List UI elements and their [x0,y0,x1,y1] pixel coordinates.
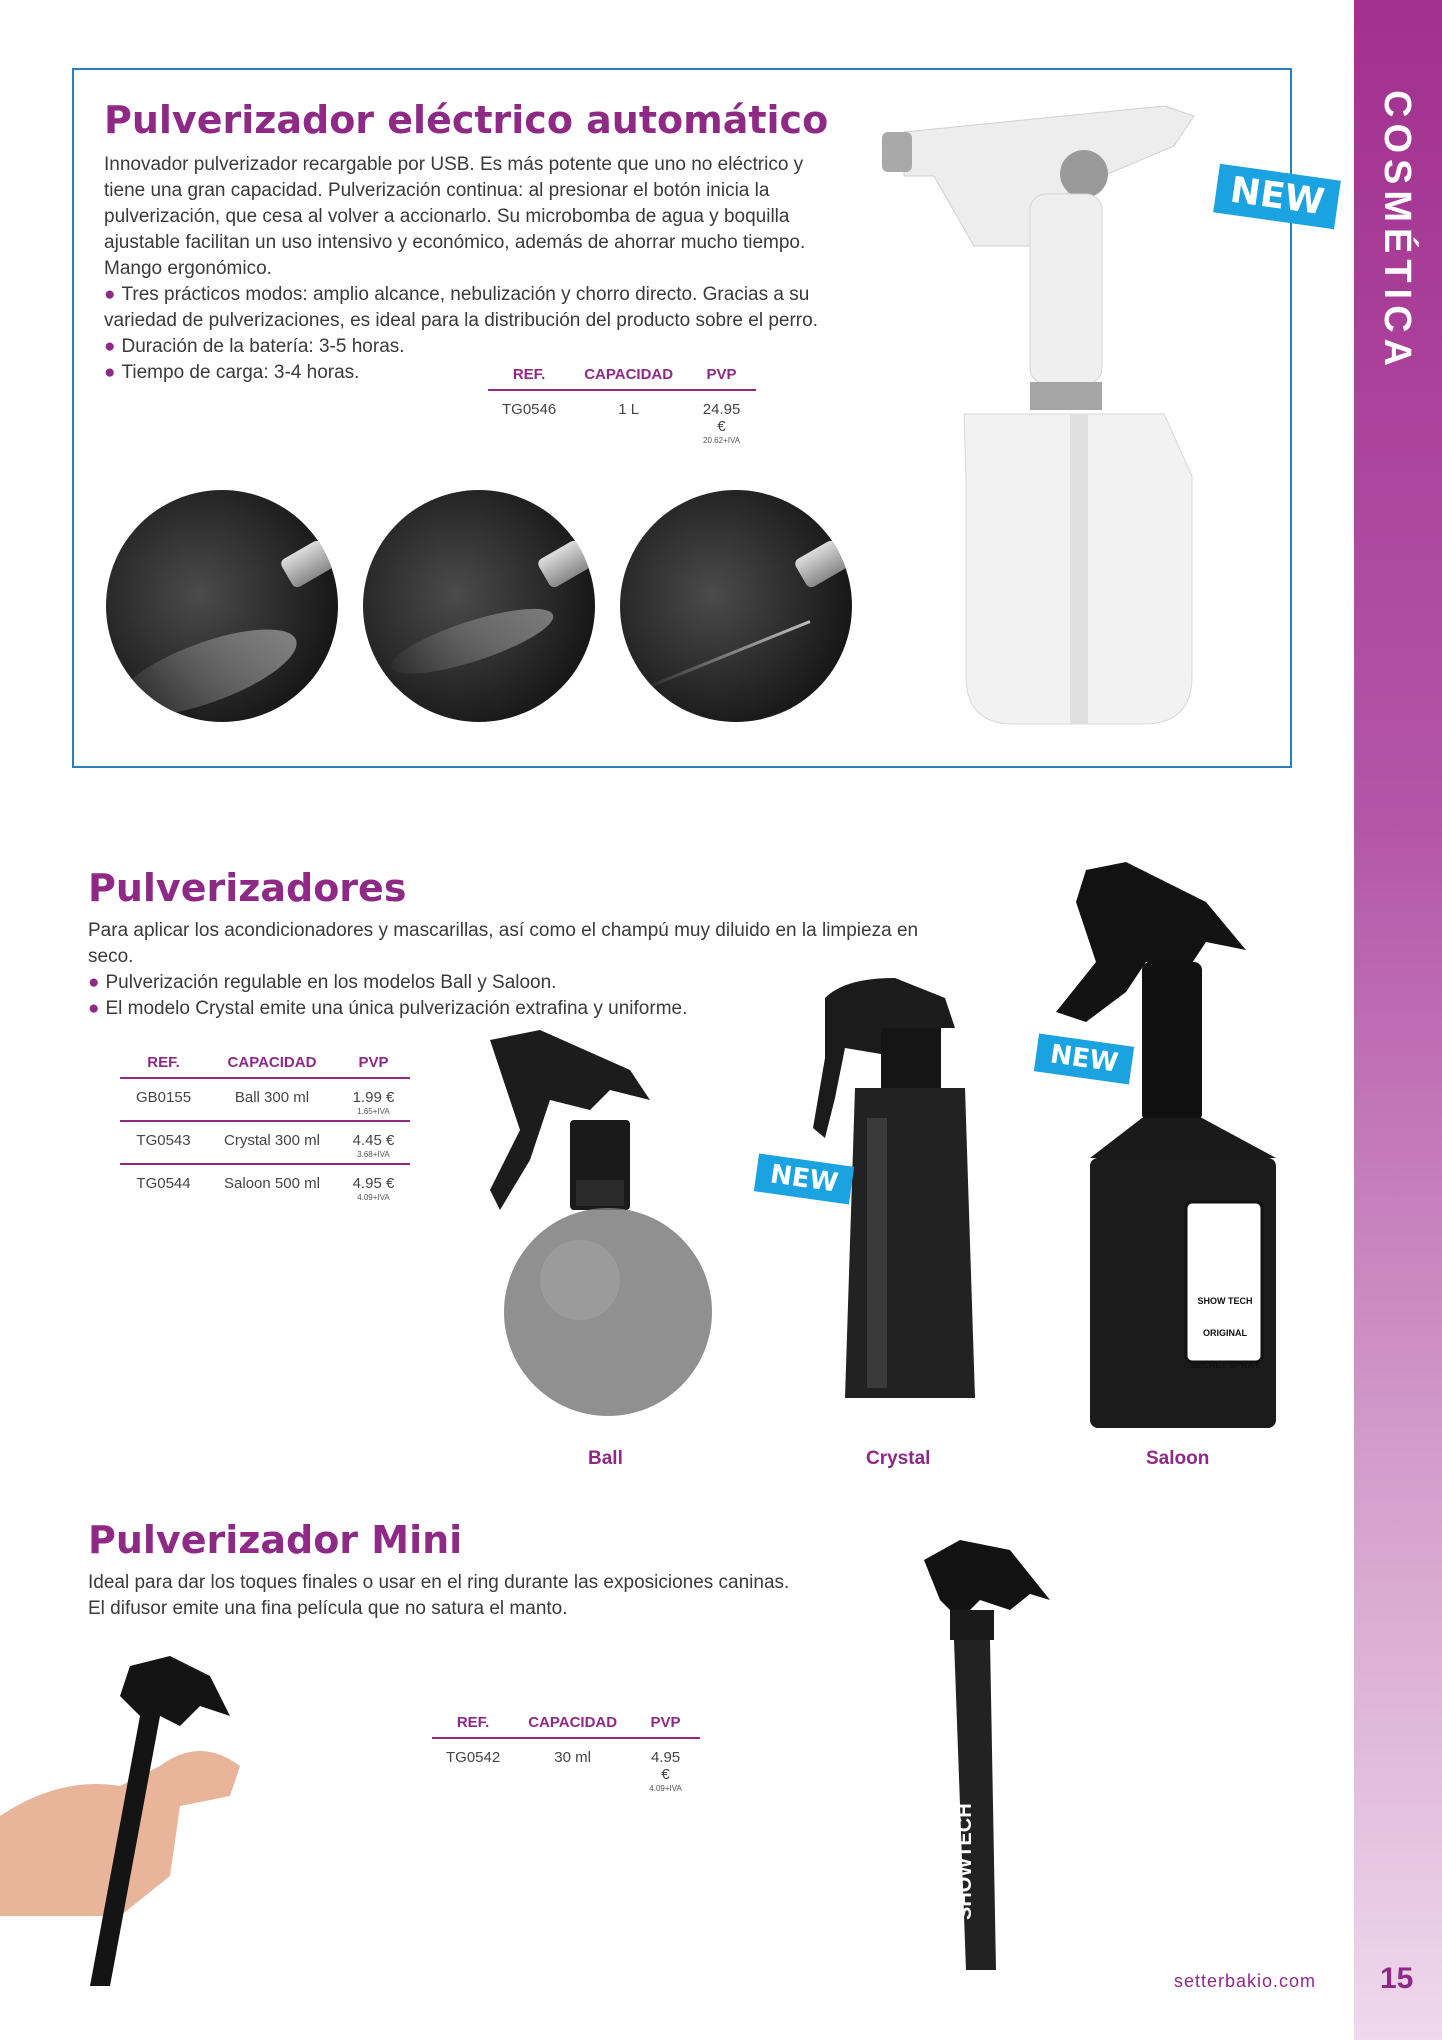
crystal-sprayer-image [805,978,985,1428]
sprayers-bullet: ● El modelo Crystal emite una única pulverización extrafina y uniforme. [88,998,688,1019]
crystal-caption: Crystal [866,1448,931,1469]
electric-bullet: ● Tres prácticos modos: amplio alcance, nebulización y chorro directo. Gracias a su variedad de pulverizaciones, es ideal para la distribución del producto sobre el perro. [104,284,818,331]
sprayers-price-table [120,1048,410,1206]
table-row: TG0542 30 ml 4.95 € 4.09+IVA [446,1749,682,1793]
table-row: TG0544 Saloon 500 ml 4.95 € 4.09+IVA [136,1175,395,1202]
electric-intro: Innovador pulverizador recargable por USB. Es más potente que uno no eléctrico y tiene una gran capacidad. Pulverización continua: al presionar el botón inicia la pulverización, que cesa al volver a accionarlo. Su microbomba de agua y boquilla ajustable facilitan un uso intensivo y económico, además de ahorrar mucho tiempo. Mango ergonómico. [104,154,806,279]
saloon-label-text: SHOW TECH ORIGINAL SECRET SPRAY [1190,1296,1260,1370]
spray-mode-wide-image [106,490,338,722]
col-capacity: CAPACIDAD [207,1048,337,1078]
col-price: PVP [687,360,756,390]
electric-description [104,152,844,386]
col-ref: REF. [488,360,570,390]
col-ref: REF. [432,1708,514,1738]
ball-sprayer-image [470,1030,720,1430]
electric-bullet: ● Tiempo de carga: 3-4 horas. [104,362,360,383]
col-price: PVP [337,1048,410,1078]
col-ref: REF. [120,1048,207,1078]
spray-mode-jet-image [620,490,852,722]
col-capacity: CAPACIDAD [514,1708,631,1738]
mini-brand-label: SHOWTECH [954,1803,976,1920]
saloon-caption: Saloon [1146,1448,1210,1469]
table-row: TG0543 Crystal 300 ml 4.45 € 3.68+IVA [120,1121,410,1164]
page-number: 15 [1380,1962,1414,1995]
new-badge: NEW [1213,164,1341,230]
sprayers-title: Pulverizadores [88,866,407,910]
electric-title: Pulverizador eléctrico automático [104,98,829,142]
electric-price-table [488,360,756,449]
col-capacity: CAPACIDAD [570,360,687,390]
electric-bullet: ● Duración de la batería: 3-5 horas. [104,336,405,357]
table-row: TG0546 1 L 24.95 € 20.62+IVA [502,401,741,445]
mini-title: Pulverizador Mini [88,1518,463,1562]
crystal-new-badge: NEW [754,1153,855,1204]
electric-sprayer-image [874,96,1214,726]
hand-mini-sprayer-image [0,1656,260,2016]
mini-price-table [432,1708,700,1797]
footer-website: setterbakio.com [1174,1971,1317,1991]
sprayers-bullet: ● Pulverización regulable en los modelos Ball y Saloon. [88,972,557,993]
section-label: COSMÉTICA [1376,90,1418,372]
saloon-new-badge: NEW [1034,1033,1135,1084]
table-row: GB0155 Ball 300 ml 1.99 € 1.65+IVA [120,1078,410,1121]
mini-description: Ideal para dar los toques finales o usar en el ring durante las exposiciones caninas. El difusor emite una fina película que no satura el manto. [88,1572,790,1619]
sprayers-intro: Para aplicar los acondicionadores y mascarillas, así como el champú muy diluido en la limpieza en seco. [88,920,919,967]
col-price: PVP [631,1708,700,1738]
spray-mode-mist-image [363,490,595,722]
ball-caption: Ball [588,1448,623,1469]
